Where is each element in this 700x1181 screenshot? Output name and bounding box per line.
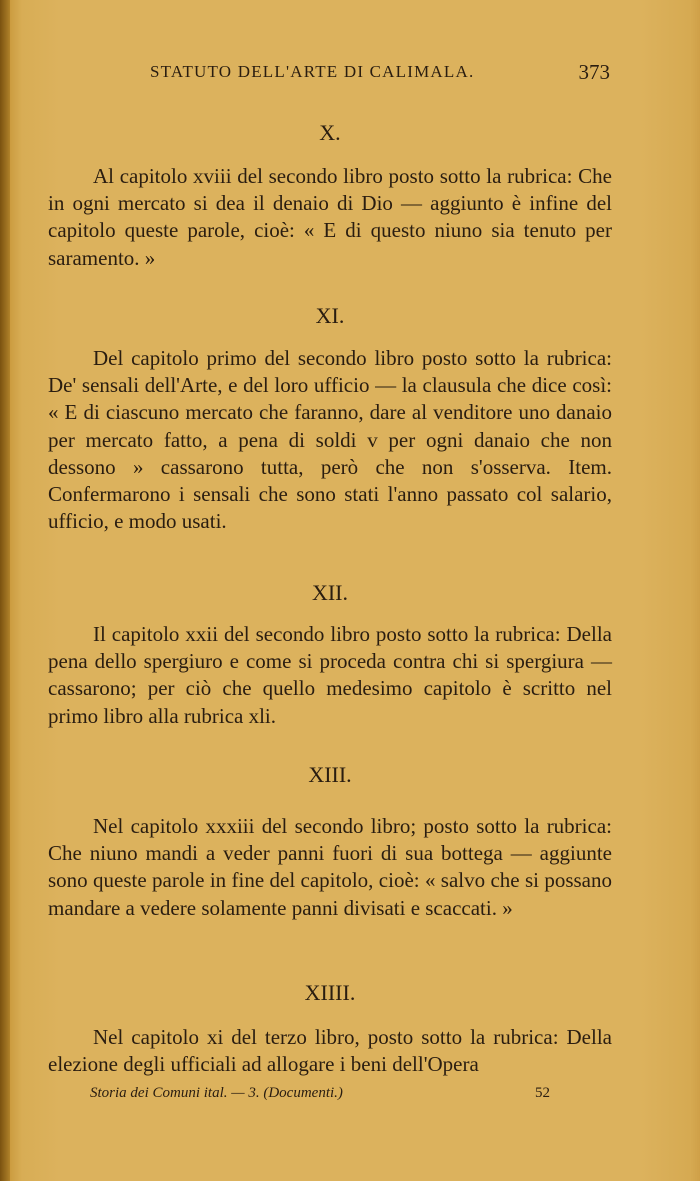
paragraph: Nel capitolo xi del terzo libro, posto sotto la rubrica: Della elezione degli ufficiali ad allogare i beni dell'Opera [48,1025,612,1077]
paragraph: Nel capitolo xxxiii del secondo libro; posto sotto la rubrica: Che niuno mandi a veder panni fuori di sua bottega — aggiunte sono queste parole in fine del capitolo, cioè: « salvo che si possano mandare a vedere solamente panni divisati e scaccati. » [48,814,612,920]
section-heading-xiiii: XIIII. [304,980,356,1005]
page-header [150,60,610,88]
section-heading-xii: XII. [311,580,349,605]
section-text-x [48,163,612,272]
section-heading-xiii: XIII. [308,762,352,787]
section-text-xiiii [48,1024,612,1078]
paragraph: Il capitolo xxii del secondo libro posto sotto la rubrica: Della pena dello spergiuro e come si proceda contra chi si spergiura — cassarono; per ciò che quello medesimo capitolo è scritto nel primo libro alla rubrica xli. [48,622,612,728]
footer-citation: Storia dei Comuni ital. — 3. (Documenti.) [90,1085,343,1101]
section-text-xi [48,345,612,535]
running-head: STATUTO DELL'ARTE DI CALIMALA. [150,62,475,81]
page-footer [90,1085,550,1107]
paragraph: Del capitolo primo del secondo libro posto sotto la rubrica: De' sensali dell'Arte, e del loro ufficio — la clausula che dice così: « E di ciascuno mercato che faranno, dare al venditore uno danaio per mercato fatto, a pena di soldi v per ogni danaio che non dessono » cassarono tutta, però che non s'osserva. Item. Confermarono i sensali che sono stati l'anno passato col salario, ufficio, e modo usati. [48,346,612,534]
page-number: 373 [578,60,610,84]
paragraph: Al capitolo xviii del secondo libro posto sotto la rubrica: Che in ogni mercato si dea il denaio di Dio — aggiunto è infine del capitolo queste parole, cioè: « E di questo niuno sia tenuto per saramento. » [48,164,612,270]
signature-mark: 52 [535,1085,550,1101]
section-text-xii [48,621,612,730]
section-text-xiii [48,813,612,922]
section-heading-x: X. [319,120,341,145]
section-heading-xi: XI. [315,303,345,328]
